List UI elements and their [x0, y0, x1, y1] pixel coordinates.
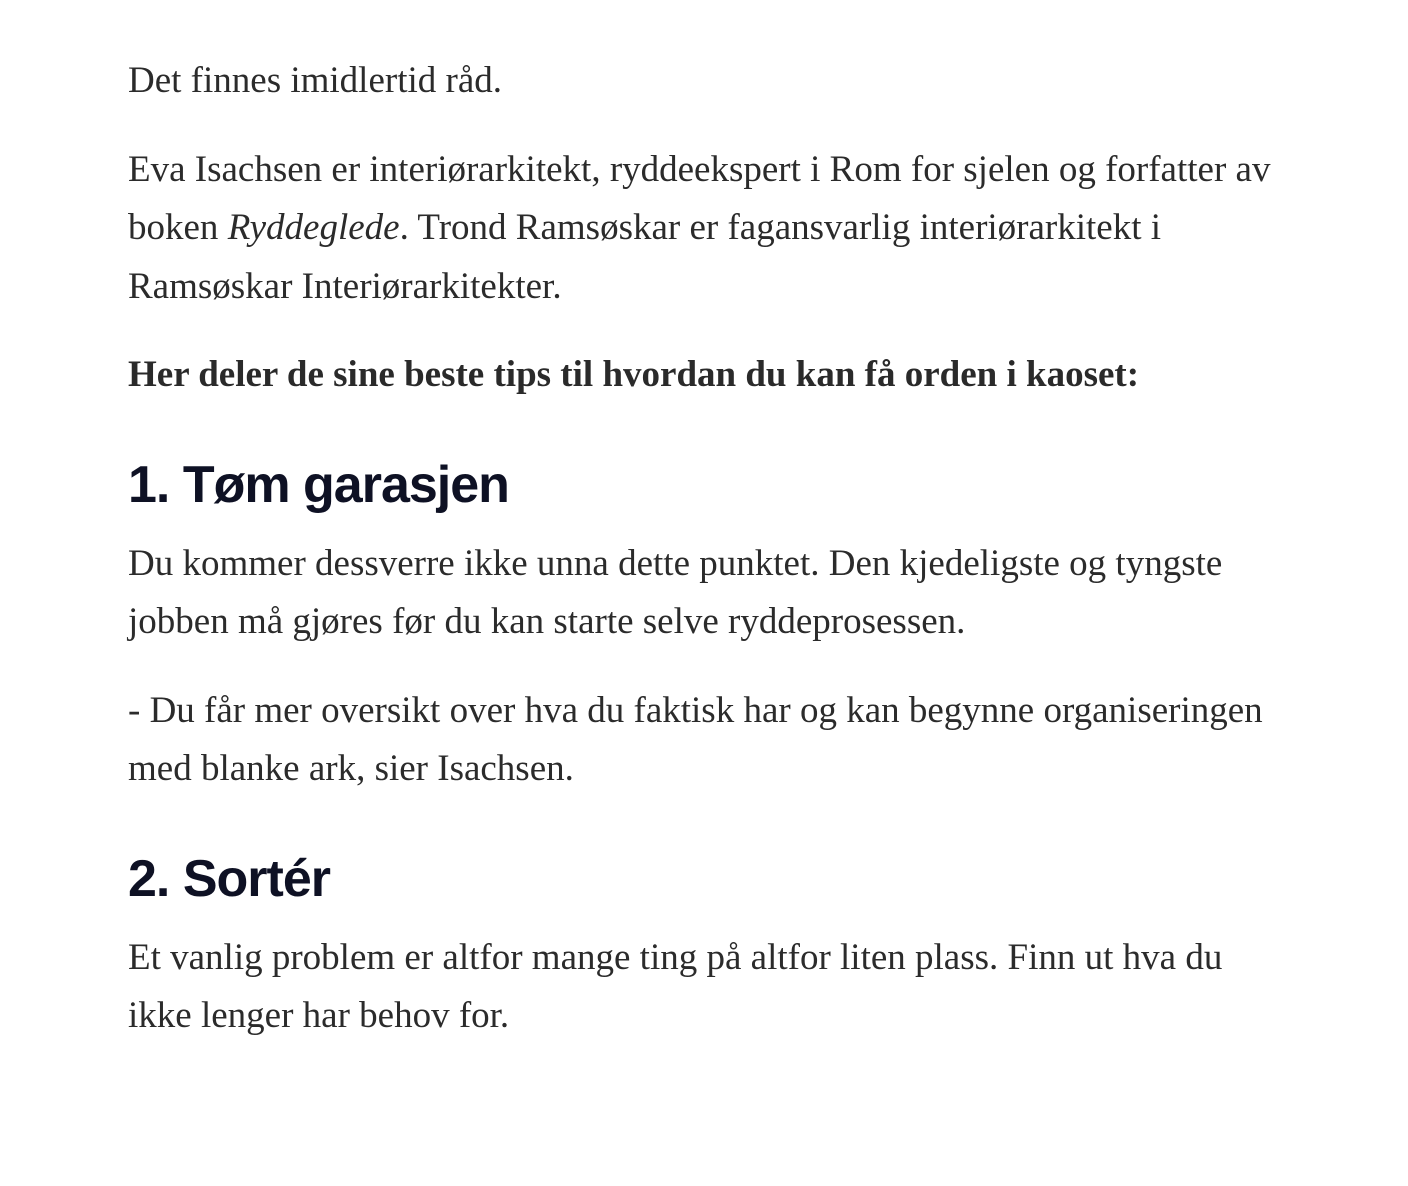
section-paragraph-quote: - Du får mer oversikt over hva du faktisk har og kan begynne organiseringen med blanke ark, sier Isachsen.: [128, 689, 1263, 789]
section-heading-sort: 2. Sortér: [128, 849, 330, 908]
experts-paragraph: [128, 141, 1278, 317]
book-title: Ryddeglede: [227, 207, 400, 248]
section-heading-empty-garage: 1. Tøm garasjen: [128, 455, 509, 514]
article-body: [128, 52, 1278, 1076]
section-paragraph: Du kommer dessverre ikke unna dette punktet. Den kjedeligste og tyngste jobben må gjøres før du kan starte selve ryddeprosessen.: [128, 542, 1223, 642]
lead-in-paragraph: Her deler de sine beste tips til hvordan du kan få orden i kaoset:: [128, 354, 1140, 395]
intro-paragraph: Det finnes imidlertid råd.: [128, 60, 503, 101]
experts-text-part1: Eva Isachsen er interiørarkitekt, ryddeekspert i Rom for sjelen og forfatter av boken: [128, 148, 1271, 248]
section-paragraph: Et vanlig problem er altfor mange ting på altfor liten plass. Finn ut hva du ikke lenger har behov for.: [128, 936, 1223, 1036]
experts-text-part2: . Trond Ramsøskar er fagansvarlig interiørarkitekt i Ramsøskar Interiørarkitekter.: [128, 207, 1162, 307]
